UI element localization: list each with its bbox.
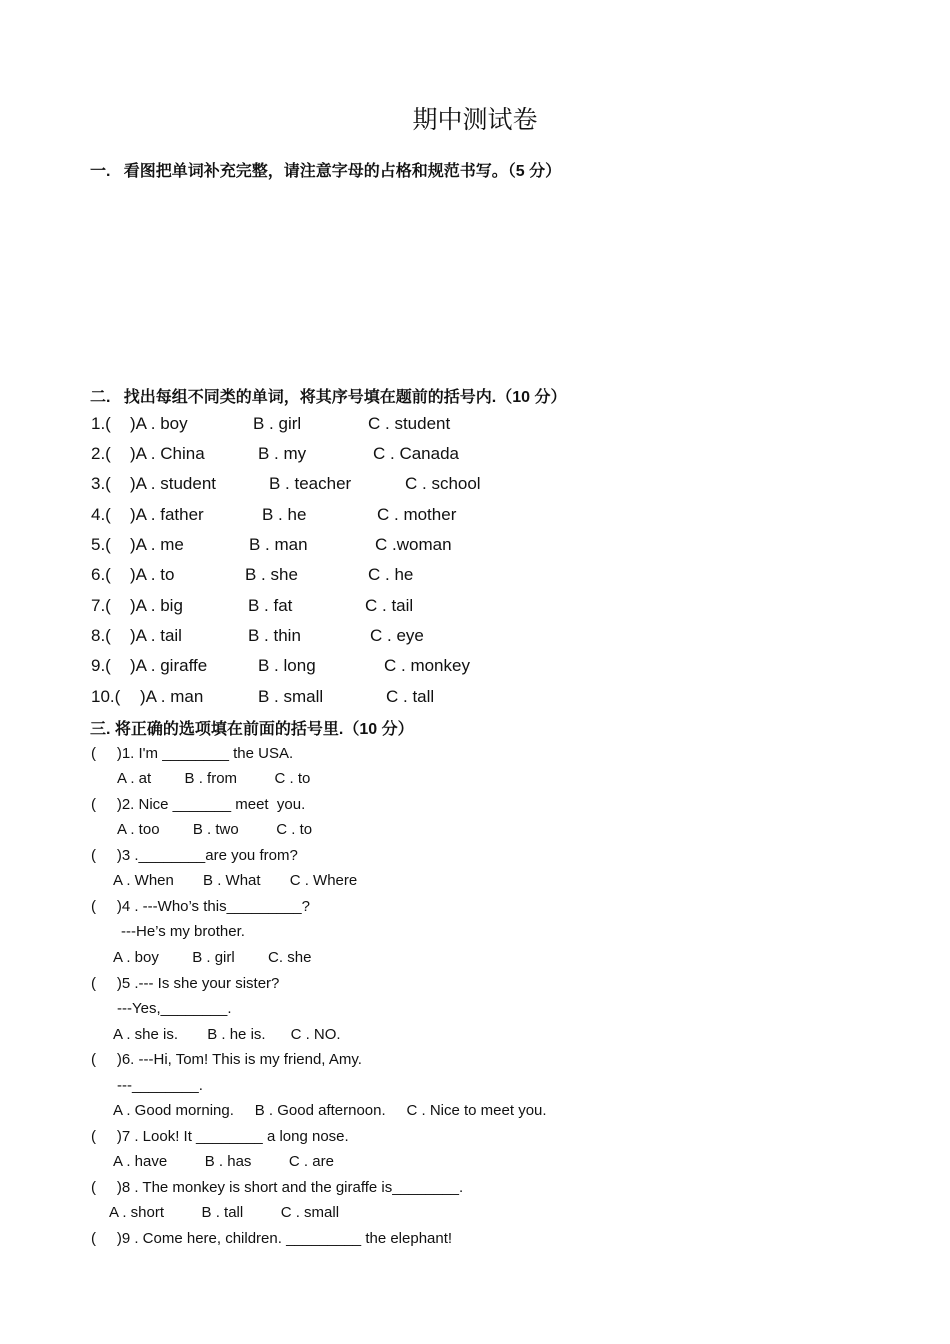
s2-q6-c: C . he [368,565,414,584]
s2-q8-b: B . thin [248,626,301,645]
s2-q8-c: C . eye [370,626,424,645]
s2-q10-a: )A . man [140,687,204,706]
s2-q7-b: B . fat [248,596,293,615]
s3-q5: ( )5 .--- Is she your sister? [91,975,280,992]
s3-q2-options: A . too B . two C . to [117,821,313,838]
s2-q9-b: B . long [258,656,316,675]
s3-q6-options: A . Good morning. B . Good afternoon. C . Nice to meet you. [113,1102,547,1119]
s2-q10-b: B . small [258,687,324,706]
s2-q7-a: )A . big [130,596,183,615]
s2-q3-c: C . school [405,474,481,493]
s2-q6-b: B . she [245,565,298,584]
s3-q6-dialog: ---________. [117,1077,203,1094]
s3-q6: ( )6. ---Hi, Tom! This is my friend, Amy. [91,1051,362,1068]
picture-area [90,192,850,372]
s2-q7-c: C . tail [365,596,414,615]
s2-q3-num: 3.( [91,474,111,493]
s2-q9-a: )A . giraffe [130,656,208,675]
s2-q10-c: C . tall [386,687,435,706]
section3-heading: 三. 将正确的选项填在前面的括号里.（10 分） [90,721,414,738]
s3-q5-dialog: ---Yes,________. [117,1000,232,1017]
s2-q6-num: 6.( [91,565,111,584]
s2-q8-num: 8.( [91,626,111,645]
s3-q7-options: A . have B . has C . are [113,1153,334,1170]
s2-q2-c: C . Canada [373,444,459,463]
page-title: 期中测试卷 [412,106,538,134]
s3-q3-options: A . When B . What C . Where [113,872,358,889]
s2-q5-b: B . man [249,535,308,554]
s3-q1-options: A . at B . from C . to [117,770,311,787]
s2-q4-a: )A . father [130,505,204,524]
s2-q2-a: )A . China [130,444,205,463]
s2-q9-num: 9.( [91,656,111,675]
s2-q2-num: 2.( [91,444,111,463]
s2-q1-c: C . student [368,414,451,433]
s2-q10-num: 10.( [91,687,121,706]
section1-heading: 一. 看图把单词补充完整，请注意字母的占格和规范书写。（5 分） [90,163,562,180]
s3-q4-options: A . boy B . girl C. she [113,949,312,966]
s2-q1-b: B . girl [253,414,302,433]
s2-q4-c: C . mother [377,505,457,524]
s3-q5-options: A . she is. B . he is. C . NO. [113,1026,341,1043]
s2-q5-num: 5.( [91,535,111,554]
s2-q6-a: )A . to [130,565,175,584]
s3-q3: ( )3 .________are you from? [91,847,298,864]
s2-q4-num: 4.( [91,505,111,524]
s3-q8: ( )8 . The monkey is short and the giraffe is________. [91,1179,464,1196]
s2-q5-c: C .woman [375,535,452,554]
s2-q3-b: B . teacher [269,474,352,493]
s2-q7-num: 7.( [91,596,111,615]
s2-q3-a: )A . student [130,474,216,493]
section2-heading: 二. 找出每组不同类的单词，将其序号填在题前的括号内.（10 分） [90,389,567,406]
s3-q2: ( )2. Nice _______ meet you. [91,796,306,813]
s2-q1-a: )A . boy [130,414,188,433]
s2-q2-b: B . my [258,444,307,463]
s2-q5-a: )A . me [130,535,184,554]
s3-q1: ( )1. I'm ________ the USA. [91,745,294,762]
s2-q4-b: B . he [262,505,307,524]
s2-q8-a: )A . tail [130,626,182,645]
s2-q1-num: 1.( [91,414,111,433]
s3-q4-dialog: ---He’s my brother. [121,923,245,940]
s3-q9: ( )9 . Come here, children. _________ the elephant! [91,1230,453,1247]
s3-q7: ( )7 . Look! It ________ a long nose. [91,1128,349,1145]
s3-q8-options: A . short B . tall C . small [109,1204,340,1221]
s2-q9-c: C . monkey [384,656,470,675]
s3-q4: ( )4 . ---Who’s this_________? [91,898,310,915]
